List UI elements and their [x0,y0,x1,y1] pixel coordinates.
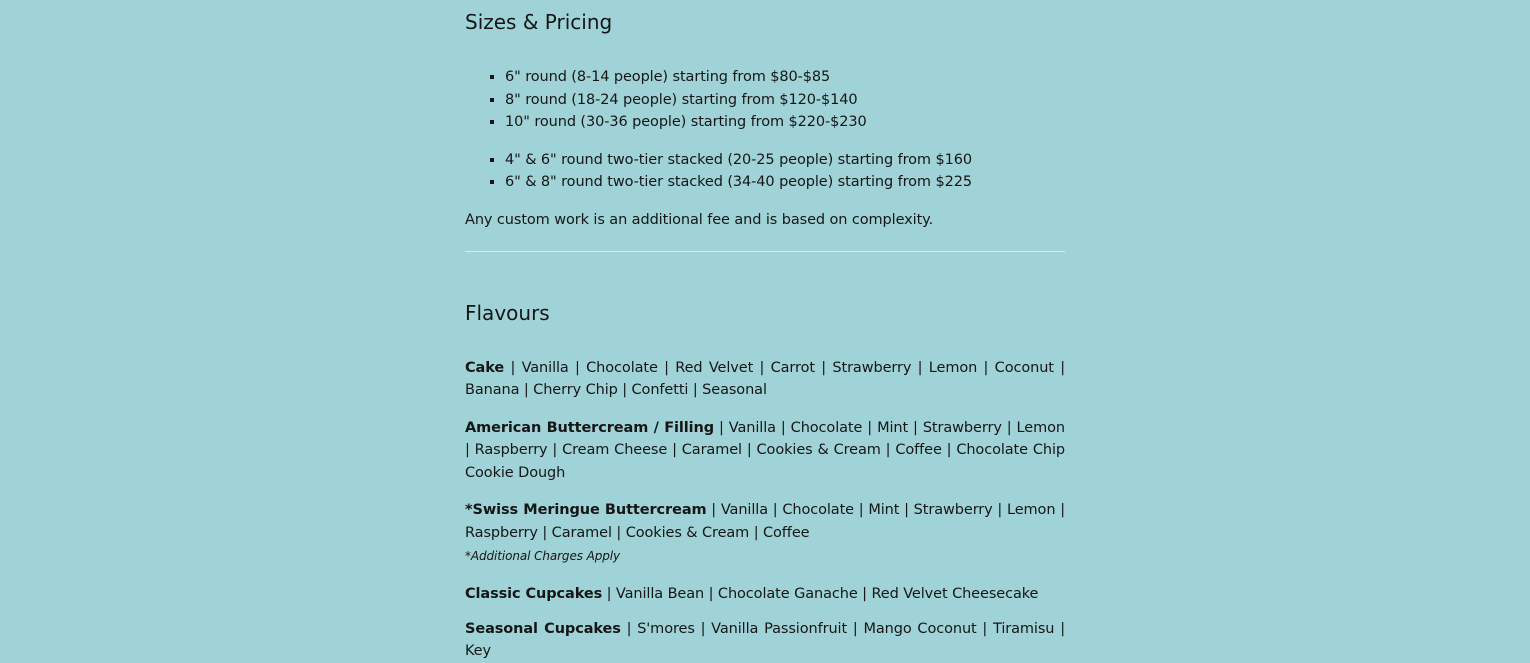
cake-options: | Vanilla | Chocolate | Red Velvet | Carrot | Strawberry | Lemon | Coconut | Banana | Cherry Chip | Confetti | Seasonal [465,359,1065,398]
swiss-meringue-flavours [465,499,1065,544]
list-item: ▪ 4" & 6" round two-tier stacked (20-25 people) starting from $160 [505,149,1065,172]
american-buttercream-label: American Buttercream / Filling [465,419,715,436]
sizes-pricing-heading: Sizes & Pricing [465,10,613,34]
list-item: ▪ 8" round (18-24 people) starting from $120-$140 [505,89,1065,112]
cake-flavours [465,357,1065,402]
seasonal-cupcakes-flavours [465,618,1065,663]
seasonal-cupcakes-options: | S'mores | Vanilla Passionfruit | Mango Coconut | Tiramisu | Key [465,620,1065,659]
american-buttercream-flavours [465,417,1065,485]
page-content [465,0,1065,663]
cake-label: Cake [465,359,505,376]
round-sizes-list [465,66,1065,134]
swiss-meringue-label: *Swiss Meringue Buttercream [465,502,707,518]
list-item: ▪ 6" & 8" round two-tier stacked (34-40 people) starting from $225 [505,171,1065,194]
swiss-meringue-options: | Vanilla | Chocolate | Mint | Strawberry | Lemon | Raspberry | Caramel | Cookies & Cream | Coffee [465,502,1065,541]
section-divider [465,251,1065,252]
list-item: ▪ 10" round (30-36 people) starting from $220-$230 [505,111,1065,134]
classic-cupcakes-options: | Vanilla Bean | Chocolate Ganache | Red Velvet Cheesecake [602,586,1039,602]
custom-work-note: Any custom work is an additional fee and is based on complexity. [465,211,934,228]
classic-cupcakes-flavours [465,583,1065,606]
tiered-sizes-list [465,149,1065,194]
american-buttercream-options: | Vanilla | Chocolate | Mint | Strawberry | Lemon | Raspberry | Cream Cheese | Caramel | Cookies & Cream | Coffee | Chocolate Chip Cookie Dough [465,419,1065,481]
list-item: ▪ 6" round (8-14 people) starting from $80-$85 [505,66,1065,89]
additional-charges-note: *Additional Charges Apply [465,549,620,563]
classic-cupcakes-label: Classic Cupcakes [465,586,603,602]
seasonal-cupcakes-label: Seasonal Cupcakes [465,620,621,637]
flavours-heading: Flavours [465,300,550,325]
